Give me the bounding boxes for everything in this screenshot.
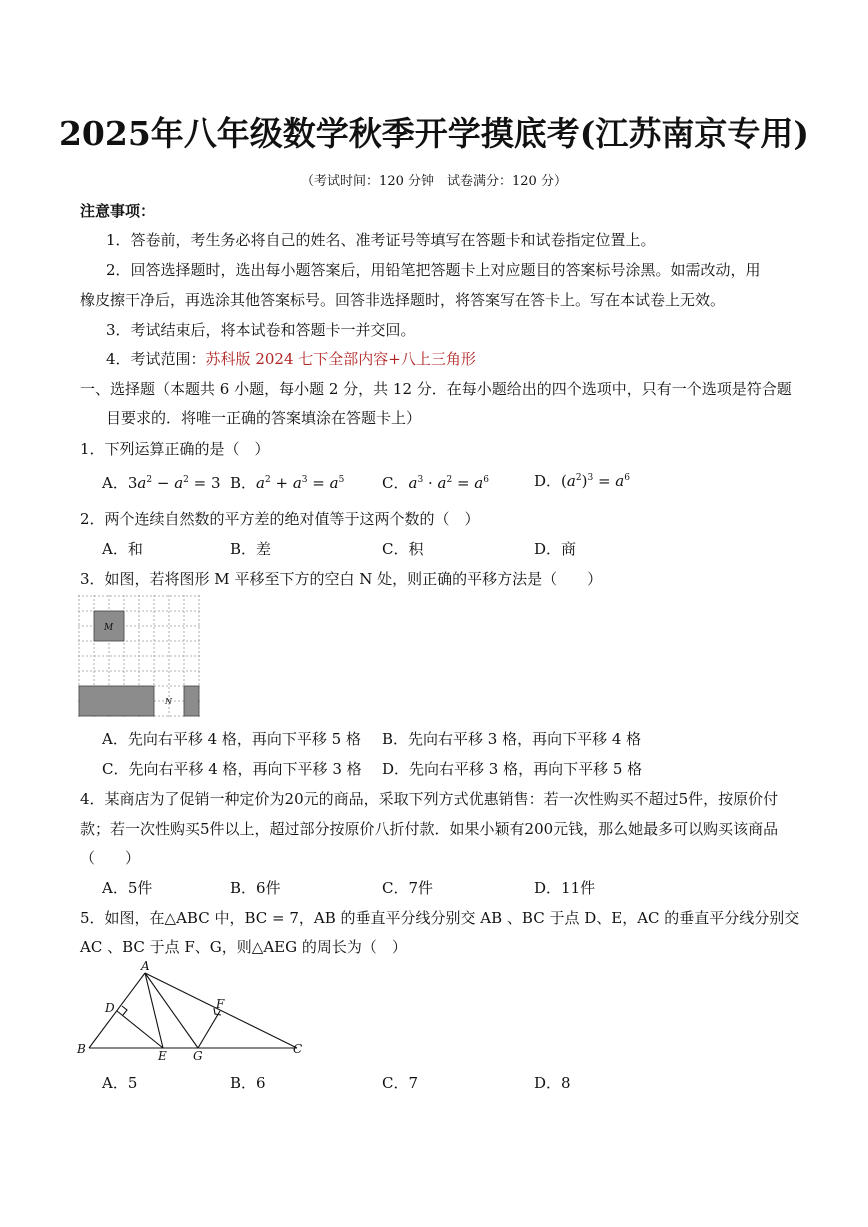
q4-option-d: D．11件 <box>534 879 596 897</box>
label-c: C <box>293 1042 303 1056</box>
section-heading-cont: 目要求的．将唯一正确的答案填涂在答题卡上） <box>106 409 422 427</box>
notice-item-2-cont: 橡皮擦干净后，再选涂其他答案标号。回答非选择题时，将答案写在答卡上。写在本试卷上无效。 <box>80 291 726 309</box>
perp-bisector-fg <box>198 1011 220 1048</box>
question-4-stem: 4．某商店为了促销一种定价为20元的商品，采取下列方式优惠销售：若一次性购买不超过5件，按原价付 <box>80 790 779 808</box>
q3-option-c: C．先向右平移 4 格，再向下平移 3 格 <box>102 760 362 778</box>
q3-option-a: A．先向右平移 4 格，再向下平移 5 格 <box>102 730 361 748</box>
q3-option-b: B．先向右平移 3 格，再向下平移 4 格 <box>382 730 642 748</box>
notice-item-4-prefix: 4．考试范围： <box>106 350 206 368</box>
right-angle-d <box>122 1006 127 1015</box>
question-1-stem: 1．下列运算正确的是（ ） <box>80 440 270 458</box>
notice-item-3: 3．考试结束后，将本试卷和答题卡一并交回。 <box>106 321 416 339</box>
q4-option-a: A．5件 <box>102 879 153 897</box>
q1-option-a: A．$3a^2 - a^2 = 3$ <box>102 474 221 492</box>
shaded-strip-right <box>184 686 199 716</box>
q5-option-a: A．5 <box>102 1074 138 1092</box>
label-e: E <box>158 1049 167 1063</box>
notice-item-1: 1．答卷前，考生务必将自己的姓名、准考证号等填写在答题卡和试卷指定位置上。 <box>106 231 656 249</box>
triangle-figure <box>75 960 315 1066</box>
q5-option-b: B．6 <box>230 1074 266 1092</box>
label-g: G <box>193 1049 203 1063</box>
q1-option-c: C．$a^3 \cdot a^2 = a^6$ <box>382 474 489 492</box>
label-f: F <box>216 997 225 1011</box>
label-d: D <box>105 1001 115 1015</box>
page-title: 2025年八年级数学秋季开学摸底考(江苏南京专用) <box>58 114 810 153</box>
q4-option-b: B．6件 <box>230 879 281 897</box>
notice-item-4 <box>106 348 476 369</box>
q2-option-c: C．积 <box>382 540 424 558</box>
label-a: A <box>141 960 150 973</box>
label-b: B <box>77 1042 86 1056</box>
notice-item-2: 2．回答选择题时，选出每小题答案后，用铅笔把答题卡上对应题目的答案标号涂黑。如需改动，用 <box>106 261 761 279</box>
q1-option-d: D．$(a^2)^3 = a^6$ <box>534 472 630 490</box>
q4-option-c: C．7件 <box>382 879 434 897</box>
q2-option-b: B．差 <box>230 540 272 558</box>
q1-option-b: B．$a^2 + a^3 = a^5$ <box>230 474 345 492</box>
question-4-stem-cont: 款；若一次性购买5件以上，超过部分按原价八折付款．如果小颖有200元钱，那么她最多可以购买该商品 <box>80 820 779 838</box>
q2-option-d: D．商 <box>534 540 577 558</box>
segment-ag <box>145 973 198 1048</box>
q5-option-c: C．7 <box>382 1074 419 1092</box>
q5-option-d: D．8 <box>534 1074 571 1092</box>
perp-bisector-de <box>117 1011 163 1048</box>
label-n: N <box>165 697 172 706</box>
section-heading: 一、选择题（本题共 6 小题，每小题 2 分，共 12 分．在每小题给出的四个选项中，只有一个选项是符合题 <box>80 380 792 398</box>
question-5-stem: 5．如图，在△ABC 中，BC = 7，AB 的垂直平分线分别交 AB 、BC 于点 D、E，AC 的垂直平分线分别交 <box>80 909 800 927</box>
question-4-blank: （ ） <box>80 849 141 867</box>
question-2-stem: 2．两个连续自然数的平方差的绝对值等于这两个数的（ ） <box>80 510 480 528</box>
exam-info: （考试时间：120 分钟 试卷满分：120 分） <box>301 174 567 189</box>
question-3-stem: 3．如图，若将图形 M 平移至下方的空白 N 处，则正确的平移方法是（ ） <box>80 570 603 588</box>
question-5-stem-cont: AC 、BC 于点 F、G，则△AEG 的周长为（ ） <box>80 938 407 956</box>
shaded-strip-left <box>79 686 154 716</box>
q3-option-d: D．先向右平移 3 格，再向下平移 5 格 <box>382 760 643 778</box>
notice-heading: 注意事项： <box>80 202 156 220</box>
q2-option-a: A．和 <box>102 540 143 558</box>
exam-scope: 苏科版 2024 七下全部内容+八上三角形 <box>205 350 476 368</box>
translation-grid-figure <box>78 595 202 719</box>
label-m: M <box>104 623 114 633</box>
segment-ae <box>145 973 163 1048</box>
side-ab <box>89 973 145 1048</box>
